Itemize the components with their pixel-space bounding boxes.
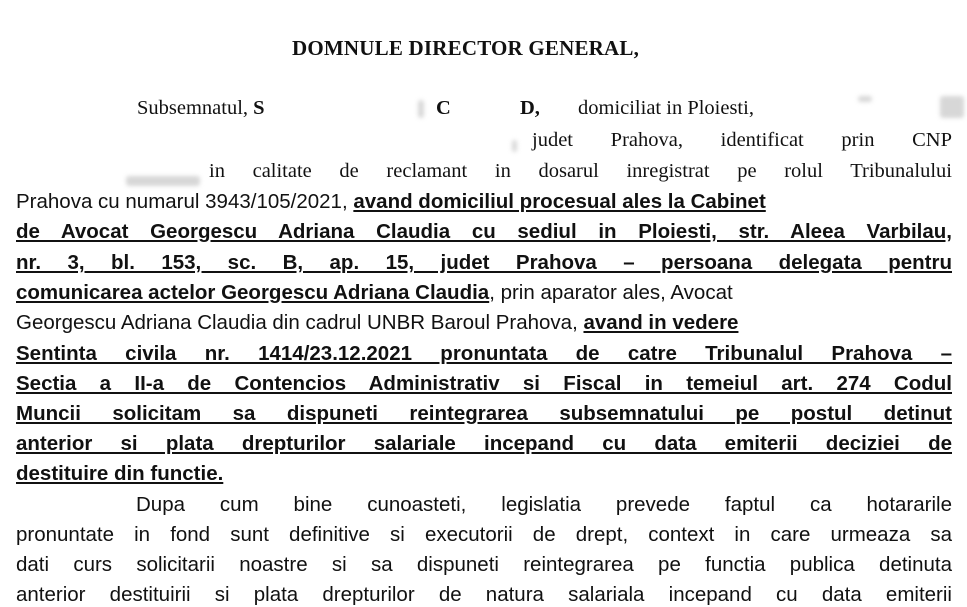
line-3: in calitate de reclamant in dosarul inregistrat pe rolul Tribunalului: [209, 160, 952, 182]
redaction-mark: [418, 100, 424, 118]
line-1: [137, 96, 265, 120]
line-16: dati curs solicitarii noastre si sa dispuneti reintegrarea pe functia publica detinuta: [16, 553, 952, 576]
line-14: Dupa cum bine cunoasteti, legislatia prevede faptul ca hotararile: [136, 493, 952, 516]
subsemnatul-label: Subsemnatul,: [137, 97, 249, 119]
line-6: nr. 3, bl. 153, sc. B, ap. 15, judet Prahova – persoana delegata pentru: [16, 251, 952, 274]
redaction-mark: [940, 96, 964, 118]
case-number-text: Prahova cu numarul 3943/105/2021,: [16, 190, 348, 213]
redacted-cnp: [126, 176, 200, 186]
delegated-person-text: comunicarea actelor Georgescu Adriana Claudia: [16, 281, 490, 304]
line-1-tail: domiciliat in Ploiesti,: [578, 97, 754, 119]
bar-association-text: Georgescu Adriana Claudia din cadrul UNBR Baroul Prahova,: [16, 311, 578, 334]
document-heading: DOMNULE DIRECTOR GENERAL,: [292, 36, 640, 60]
line-9: Sentinta civila nr. 1414/23.12.2021 pronuntata de catre Tribunalul Prahova –: [16, 342, 952, 365]
line-7: [16, 281, 733, 305]
line-17: anterior destituirii si plata drepturilor de natura salariala incepand cu data emiterii: [16, 583, 952, 606]
line-8: [16, 311, 738, 335]
line-13: destituire din functie.: [16, 462, 224, 485]
line-4: [16, 190, 766, 214]
redaction-mark: [512, 140, 517, 152]
having-regard-text: avand in vedere: [583, 311, 739, 334]
line-15: pronuntate in fond sunt definitive si executorii de drept, context in care urmeaza sa: [16, 523, 952, 546]
lawyer-intro-text: , prin aparator ales, Avocat: [489, 281, 733, 304]
line-11: Muncii solicitam sa dispuneti reintegrarea subsemnatului pe postul detinut: [16, 402, 952, 425]
line-12: anterior si plata drepturilor salariale incepand cu data emiterii deciziei de: [16, 432, 952, 455]
redaction-mark: [858, 96, 872, 102]
name-initial-s: S: [253, 97, 265, 119]
line-5: de Avocat Georgescu Adriana Claudia cu sediul in Ploiesti, str. Aleea Varbilau,: [16, 220, 952, 243]
procedural-domicile-text: avand domiciliul procesual ales la Cabinet: [353, 190, 766, 213]
name-initial-d: D,: [520, 97, 540, 119]
name-initial-c: C: [436, 97, 451, 119]
line-2: judet Prahova, identificat prin CNP: [532, 129, 952, 151]
line-10: Sectia a II-a de Contencios Administrativ si Fiscal in temeiul art. 274 Codul: [16, 372, 952, 395]
